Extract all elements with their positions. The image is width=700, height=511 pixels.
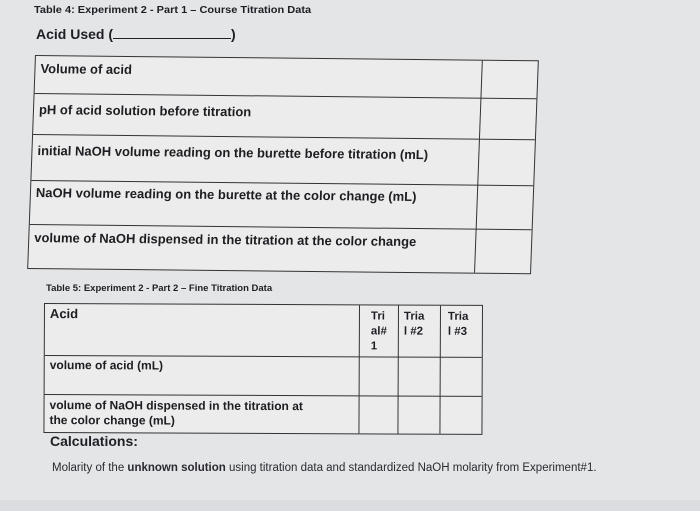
molarity-text-end: using titration data and standardized NaOH molarity from Experiment#1. [225,462,597,474]
molarity-text-start: Molarity of the [52,462,128,474]
acid-used-label: Acid Used ( [36,26,114,42]
table4-row [28,225,531,273]
table4-row-label: initial NaOH volume reading on the burette before titration (mL) [37,143,429,163]
table4-row-label: NaOH volume reading on the burette at the color change (mL) [35,185,417,205]
trial-3-header: Tria l #3 [447,310,469,338]
table4-row [33,94,536,140]
table5-row-label: volume of acid (mL) [49,358,164,373]
table4 [27,55,539,274]
table4-row [30,181,533,230]
table5-title: Table 5: Experiment 2 - Part 2 – Fine Titration Data [46,283,273,294]
table4-row-label: volume of NaOH dispensed in the titration at the color change [34,230,417,250]
molarity-instruction [52,461,612,475]
acid-used-close: ) [231,26,236,42]
acid-used-blank[interactable] [113,26,231,39]
table5-header-row [45,304,482,358]
table5-row [44,395,481,434]
table5-row [45,356,482,397]
calculations-heading: Calculations: [50,433,138,449]
table4-row [35,56,538,99]
table4-title: Table 4: Experiment 2 - Part 1 – Course Titration Data [34,4,312,16]
trial-1-header: Tri al# 1 [370,310,387,353]
table5 [43,303,483,435]
table5-header-label: Acid [49,306,79,322]
table5-row-label: volume of NaOH dispensed in the titration at the color change (mL) [49,398,303,428]
trial-2-header: Tria l #2 [403,310,425,338]
table4-row-label: Volume of acid [40,61,133,78]
acid-used-field [36,26,236,42]
molarity-text-bold: unknown solution [127,462,226,474]
table4-row-label: pH of acid solution before titration [38,102,252,120]
table4-row [31,135,535,186]
bottom-edge [0,500,700,511]
